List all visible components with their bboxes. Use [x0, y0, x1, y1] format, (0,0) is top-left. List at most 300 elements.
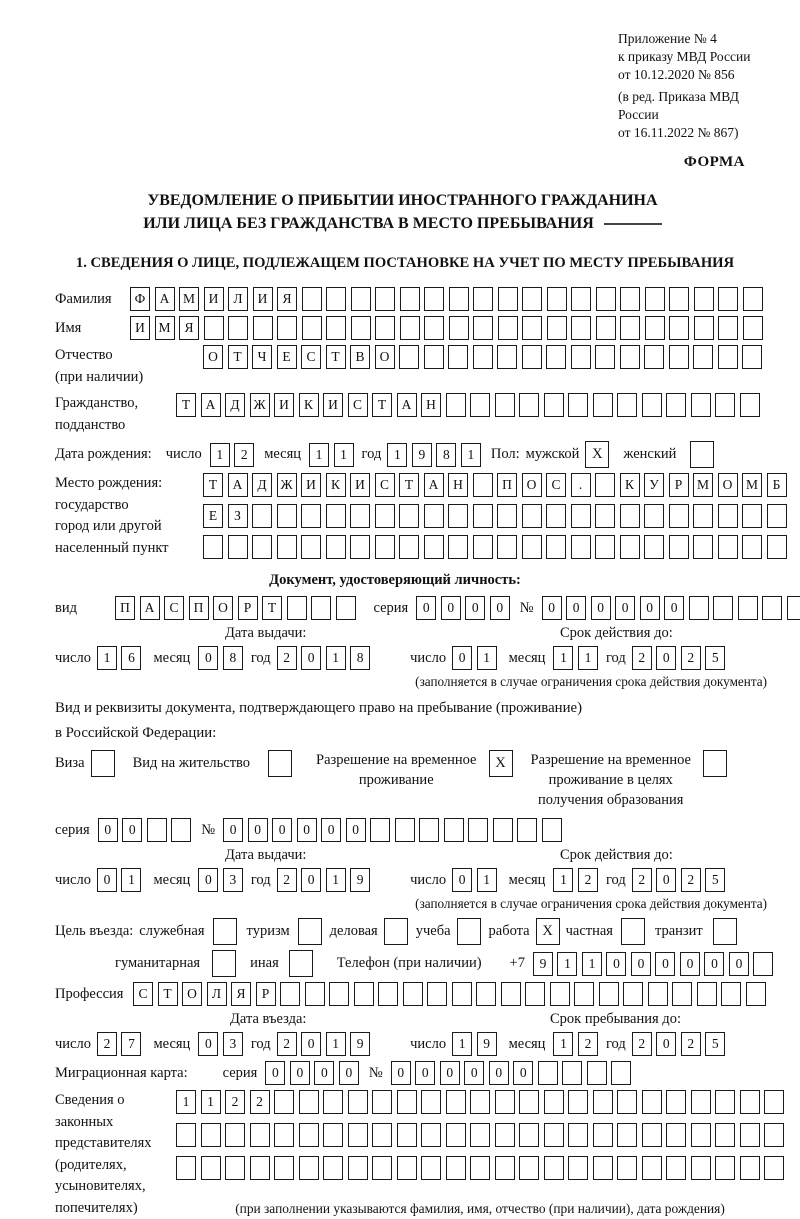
- cell[interactable]: [252, 504, 272, 528]
- cell[interactable]: О: [203, 345, 223, 369]
- cell[interactable]: .: [571, 473, 591, 497]
- cell[interactable]: [452, 982, 472, 1006]
- cell[interactable]: [375, 316, 395, 340]
- cell[interactable]: Я: [179, 316, 199, 340]
- cell[interactable]: [147, 818, 167, 842]
- cell[interactable]: [203, 535, 223, 559]
- profession-cells[interactable]: [133, 982, 766, 1006]
- cell[interactable]: 2: [277, 1032, 297, 1056]
- cell[interactable]: [287, 596, 307, 620]
- cell[interactable]: Я: [277, 287, 297, 311]
- cell[interactable]: 0: [301, 868, 321, 892]
- cell[interactable]: [419, 818, 439, 842]
- cell[interactable]: [449, 287, 469, 311]
- checkbox-purpose-other[interactable]: [289, 950, 313, 977]
- cell[interactable]: [421, 1123, 441, 1147]
- cell[interactable]: 1: [210, 443, 230, 467]
- cell[interactable]: 0: [591, 596, 611, 620]
- cell[interactable]: [228, 316, 248, 340]
- birth-day-cells[interactable]: [210, 443, 255, 467]
- cell[interactable]: [538, 1061, 558, 1085]
- cell[interactable]: [715, 1156, 735, 1180]
- cell[interactable]: [522, 345, 542, 369]
- cell[interactable]: [372, 1156, 392, 1180]
- cell[interactable]: 1: [201, 1090, 221, 1114]
- cell[interactable]: [617, 1123, 637, 1147]
- cell[interactable]: [648, 982, 668, 1006]
- cell[interactable]: [473, 316, 493, 340]
- cell[interactable]: [397, 1156, 417, 1180]
- cell[interactable]: [421, 1156, 441, 1180]
- cell[interactable]: [746, 982, 766, 1006]
- permit-issue-month-cells[interactable]: [198, 868, 243, 892]
- cell[interactable]: [546, 535, 566, 559]
- cell[interactable]: [620, 504, 640, 528]
- permit-expiry-year-cells[interactable]: [632, 868, 726, 892]
- cell[interactable]: [544, 1090, 564, 1114]
- cell[interactable]: 0: [290, 1061, 310, 1085]
- cell[interactable]: 0: [452, 646, 472, 670]
- cell[interactable]: 1: [309, 443, 329, 467]
- cell[interactable]: [176, 1156, 196, 1180]
- cell[interactable]: С: [348, 393, 368, 417]
- cell[interactable]: [299, 1090, 319, 1114]
- cell[interactable]: [498, 316, 518, 340]
- cell[interactable]: 0: [465, 596, 485, 620]
- cell[interactable]: 0: [248, 818, 268, 842]
- cell[interactable]: 0: [664, 596, 684, 620]
- cell[interactable]: [672, 982, 692, 1006]
- cell[interactable]: [497, 535, 517, 559]
- cell[interactable]: 0: [440, 1061, 460, 1085]
- phone-cells[interactable]: [533, 952, 774, 976]
- cell[interactable]: [740, 393, 760, 417]
- cell[interactable]: [620, 535, 640, 559]
- cell[interactable]: 0: [415, 1061, 435, 1085]
- cell[interactable]: [767, 535, 787, 559]
- cell[interactable]: 0: [346, 818, 366, 842]
- cell[interactable]: [336, 596, 356, 620]
- cell[interactable]: 2: [277, 646, 297, 670]
- cell[interactable]: [644, 504, 664, 528]
- checkbox-visa[interactable]: [91, 750, 115, 777]
- cell[interactable]: [522, 535, 542, 559]
- cell[interactable]: И: [204, 287, 224, 311]
- cell[interactable]: [593, 1156, 613, 1180]
- doc-number-cells[interactable]: [542, 596, 800, 620]
- cell[interactable]: [623, 982, 643, 1006]
- cell[interactable]: [715, 1123, 735, 1147]
- cell[interactable]: [470, 1156, 490, 1180]
- cell[interactable]: [323, 1156, 343, 1180]
- cell[interactable]: К: [326, 473, 346, 497]
- cell[interactable]: [448, 504, 468, 528]
- checkbox-female[interactable]: [690, 441, 714, 468]
- cell[interactable]: [694, 287, 714, 311]
- cell[interactable]: [691, 1156, 711, 1180]
- cell[interactable]: [666, 1123, 686, 1147]
- cell[interactable]: [522, 504, 542, 528]
- cell[interactable]: [470, 393, 490, 417]
- cell[interactable]: 0: [656, 868, 676, 892]
- cell[interactable]: 0: [680, 952, 700, 976]
- name-cells[interactable]: [130, 316, 763, 340]
- cell[interactable]: Т: [228, 345, 248, 369]
- cell[interactable]: [424, 287, 444, 311]
- cell[interactable]: 1: [582, 952, 602, 976]
- cell[interactable]: [473, 345, 493, 369]
- cell[interactable]: [449, 316, 469, 340]
- cell[interactable]: И: [301, 473, 321, 497]
- checkbox-purpose-humanitarian[interactable]: [212, 950, 236, 977]
- cell[interactable]: [350, 535, 370, 559]
- cell[interactable]: [568, 1123, 588, 1147]
- cell[interactable]: [568, 1156, 588, 1180]
- cell[interactable]: 2: [632, 1032, 652, 1056]
- cell[interactable]: А: [155, 287, 175, 311]
- cell[interactable]: 1: [326, 1032, 346, 1056]
- cell[interactable]: 2: [277, 868, 297, 892]
- cell[interactable]: 2: [578, 868, 598, 892]
- cell[interactable]: [470, 1090, 490, 1114]
- cell[interactable]: [397, 1090, 417, 1114]
- permit-number-cells[interactable]: [223, 818, 562, 842]
- birth-place-cells-1[interactable]: [203, 473, 787, 497]
- cell[interactable]: 1: [334, 443, 354, 467]
- cell[interactable]: [562, 1061, 582, 1085]
- cell[interactable]: 1: [553, 646, 573, 670]
- cell[interactable]: [501, 982, 521, 1006]
- cell[interactable]: [201, 1156, 221, 1180]
- cell[interactable]: [403, 982, 423, 1006]
- cell[interactable]: [522, 287, 542, 311]
- cell[interactable]: [348, 1156, 368, 1180]
- cell[interactable]: [351, 316, 371, 340]
- cell[interactable]: З: [228, 504, 248, 528]
- cell[interactable]: [473, 535, 493, 559]
- cell[interactable]: [740, 1123, 760, 1147]
- cell[interactable]: [568, 1090, 588, 1114]
- cell[interactable]: 0: [631, 952, 651, 976]
- cell[interactable]: [645, 287, 665, 311]
- cell[interactable]: [495, 1090, 515, 1114]
- cell[interactable]: [718, 345, 738, 369]
- cell[interactable]: [473, 504, 493, 528]
- cell[interactable]: [302, 287, 322, 311]
- cell[interactable]: [204, 316, 224, 340]
- cell[interactable]: 0: [441, 596, 461, 620]
- cell[interactable]: [519, 1156, 539, 1180]
- cell[interactable]: 1: [176, 1090, 196, 1114]
- cell[interactable]: Ж: [277, 473, 297, 497]
- cell[interactable]: [669, 504, 689, 528]
- cell[interactable]: Н: [421, 393, 441, 417]
- cell[interactable]: 0: [416, 596, 436, 620]
- cell[interactable]: [348, 1090, 368, 1114]
- cell[interactable]: Т: [399, 473, 419, 497]
- cell[interactable]: [354, 982, 374, 1006]
- cell[interactable]: 1: [553, 1032, 573, 1056]
- cell[interactable]: Д: [252, 473, 272, 497]
- cell[interactable]: 0: [704, 952, 724, 976]
- cell[interactable]: [372, 1090, 392, 1114]
- cell[interactable]: [740, 1090, 760, 1114]
- cell[interactable]: [743, 316, 763, 340]
- cell[interactable]: 2: [681, 646, 701, 670]
- cell[interactable]: [299, 1123, 319, 1147]
- cell[interactable]: [762, 596, 782, 620]
- cell[interactable]: 1: [477, 646, 497, 670]
- cell[interactable]: О: [182, 982, 202, 1006]
- cell[interactable]: Д: [225, 393, 245, 417]
- cell[interactable]: [326, 287, 346, 311]
- cell[interactable]: А: [397, 393, 417, 417]
- cell[interactable]: [228, 535, 248, 559]
- cell[interactable]: Р: [669, 473, 689, 497]
- cell[interactable]: 1: [97, 646, 117, 670]
- cell[interactable]: 0: [98, 818, 118, 842]
- cell[interactable]: [498, 287, 518, 311]
- birth-year-cells[interactable]: [387, 443, 481, 467]
- cell[interactable]: 1: [121, 868, 141, 892]
- cell[interactable]: И: [323, 393, 343, 417]
- cell[interactable]: [596, 316, 616, 340]
- cell[interactable]: 0: [314, 1061, 334, 1085]
- cell[interactable]: [596, 287, 616, 311]
- cell[interactable]: 0: [729, 952, 749, 976]
- cell[interactable]: [372, 1123, 392, 1147]
- cell[interactable]: [302, 316, 322, 340]
- cell[interactable]: С: [133, 982, 153, 1006]
- cell[interactable]: 0: [452, 868, 472, 892]
- cell[interactable]: [446, 393, 466, 417]
- cell[interactable]: [666, 1090, 686, 1114]
- cell[interactable]: [326, 535, 346, 559]
- cell[interactable]: [547, 316, 567, 340]
- stay-day-cells[interactable]: [452, 1032, 497, 1056]
- cell[interactable]: [517, 818, 537, 842]
- cell[interactable]: [375, 535, 395, 559]
- cell[interactable]: Р: [238, 596, 258, 620]
- cell[interactable]: [715, 393, 735, 417]
- cell[interactable]: Ч: [252, 345, 272, 369]
- cell[interactable]: 0: [122, 818, 142, 842]
- cell[interactable]: [399, 535, 419, 559]
- cell[interactable]: П: [497, 473, 517, 497]
- checkbox-purpose-official[interactable]: [213, 918, 237, 945]
- cell[interactable]: [718, 504, 738, 528]
- cell[interactable]: 3: [223, 1032, 243, 1056]
- cell[interactable]: [250, 1123, 270, 1147]
- cell[interactable]: [495, 1156, 515, 1180]
- cell[interactable]: [448, 535, 468, 559]
- representatives-cells-2[interactable]: [176, 1123, 784, 1147]
- cell[interactable]: [542, 818, 562, 842]
- cell[interactable]: [571, 316, 591, 340]
- cell[interactable]: [642, 1123, 662, 1147]
- cell[interactable]: 8: [350, 646, 370, 670]
- cell[interactable]: К: [299, 393, 319, 417]
- cell[interactable]: [495, 1123, 515, 1147]
- cell[interactable]: 0: [97, 868, 117, 892]
- doc-issue-year-cells[interactable]: [277, 646, 371, 670]
- cell[interactable]: С: [164, 596, 184, 620]
- cell[interactable]: О: [718, 473, 738, 497]
- entry-year-cells[interactable]: [277, 1032, 371, 1056]
- cell[interactable]: 9: [350, 868, 370, 892]
- cell[interactable]: А: [140, 596, 160, 620]
- cell[interactable]: [495, 393, 515, 417]
- cell[interactable]: П: [189, 596, 209, 620]
- cell[interactable]: [274, 1090, 294, 1114]
- cell[interactable]: [571, 504, 591, 528]
- doc-issue-day-cells[interactable]: [97, 646, 142, 670]
- cell[interactable]: [620, 316, 640, 340]
- cell[interactable]: [519, 1123, 539, 1147]
- cell[interactable]: [599, 982, 619, 1006]
- cell[interactable]: 0: [490, 596, 510, 620]
- cell[interactable]: [544, 393, 564, 417]
- cell[interactable]: 5: [705, 646, 725, 670]
- cell[interactable]: [201, 1123, 221, 1147]
- cell[interactable]: [645, 316, 665, 340]
- cell[interactable]: [644, 535, 664, 559]
- doc-type-cells[interactable]: [115, 596, 356, 620]
- cell[interactable]: 2: [97, 1032, 117, 1056]
- cell[interactable]: [395, 818, 415, 842]
- cell[interactable]: А: [228, 473, 248, 497]
- cell[interactable]: [595, 345, 615, 369]
- cell[interactable]: 9: [533, 952, 553, 976]
- cell[interactable]: [301, 504, 321, 528]
- cell[interactable]: [571, 345, 591, 369]
- cell[interactable]: 0: [198, 868, 218, 892]
- cell[interactable]: И: [350, 473, 370, 497]
- cell[interactable]: [620, 345, 640, 369]
- cell[interactable]: [666, 1156, 686, 1180]
- cell[interactable]: В: [350, 345, 370, 369]
- cell[interactable]: [375, 504, 395, 528]
- cell[interactable]: [470, 1123, 490, 1147]
- cell[interactable]: [547, 287, 567, 311]
- checkbox-residence-permit[interactable]: [268, 750, 292, 777]
- cell[interactable]: [323, 1090, 343, 1114]
- cell[interactable]: [400, 287, 420, 311]
- cell[interactable]: [424, 345, 444, 369]
- cell[interactable]: [311, 596, 331, 620]
- cell[interactable]: 2: [225, 1090, 245, 1114]
- cell[interactable]: И: [253, 287, 273, 311]
- cell[interactable]: [493, 818, 513, 842]
- cell[interactable]: [644, 345, 664, 369]
- cell[interactable]: [617, 1090, 637, 1114]
- cell[interactable]: К: [620, 473, 640, 497]
- cell[interactable]: [764, 1123, 784, 1147]
- cell[interactable]: 2: [681, 1032, 701, 1056]
- cell[interactable]: [740, 1156, 760, 1180]
- cell[interactable]: Т: [326, 345, 346, 369]
- cell[interactable]: Я: [231, 982, 251, 1006]
- cell[interactable]: [642, 393, 662, 417]
- cell[interactable]: [348, 1123, 368, 1147]
- cell[interactable]: 0: [265, 1061, 285, 1085]
- cell[interactable]: [617, 393, 637, 417]
- cell[interactable]: [715, 1090, 735, 1114]
- cell[interactable]: [571, 287, 591, 311]
- permit-expiry-day-cells[interactable]: [452, 868, 497, 892]
- cell[interactable]: Ф: [130, 287, 150, 311]
- cell[interactable]: [497, 345, 517, 369]
- checkbox-purpose-private[interactable]: [621, 918, 645, 945]
- cell[interactable]: [764, 1156, 784, 1180]
- cell[interactable]: [666, 393, 686, 417]
- cell[interactable]: 0: [391, 1061, 411, 1085]
- cell[interactable]: [274, 1123, 294, 1147]
- cell[interactable]: 0: [489, 1061, 509, 1085]
- cell[interactable]: М: [179, 287, 199, 311]
- cell[interactable]: [669, 287, 689, 311]
- cell[interactable]: [277, 316, 297, 340]
- cell[interactable]: [277, 535, 297, 559]
- cell[interactable]: 0: [301, 1032, 321, 1056]
- cell[interactable]: 1: [452, 1032, 472, 1056]
- cell[interactable]: [595, 473, 615, 497]
- cell[interactable]: Е: [277, 345, 297, 369]
- cell[interactable]: [225, 1156, 245, 1180]
- cell[interactable]: [473, 287, 493, 311]
- cell[interactable]: [617, 1156, 637, 1180]
- cell[interactable]: [593, 393, 613, 417]
- cell[interactable]: [642, 1156, 662, 1180]
- cell[interactable]: [611, 1061, 631, 1085]
- cell[interactable]: 1: [553, 868, 573, 892]
- checkbox-purpose-study[interactable]: [457, 918, 481, 945]
- cell[interactable]: 0: [272, 818, 292, 842]
- cell[interactable]: 7: [121, 1032, 141, 1056]
- checkbox-purpose-tourism[interactable]: [298, 918, 322, 945]
- cell[interactable]: [424, 535, 444, 559]
- cell[interactable]: [350, 504, 370, 528]
- representatives-cells-1[interactable]: [176, 1090, 784, 1114]
- cell[interactable]: [587, 1061, 607, 1085]
- cell[interactable]: 8: [223, 646, 243, 670]
- surname-cells[interactable]: [130, 287, 763, 311]
- cell[interactable]: [738, 596, 758, 620]
- birth-month-cells[interactable]: [309, 443, 354, 467]
- cell[interactable]: [787, 596, 800, 620]
- cell[interactable]: С: [546, 473, 566, 497]
- permit-expiry-month-cells[interactable]: [553, 868, 598, 892]
- cell[interactable]: 9: [477, 1032, 497, 1056]
- cell[interactable]: [299, 1156, 319, 1180]
- cell[interactable]: [326, 316, 346, 340]
- cell[interactable]: Л: [228, 287, 248, 311]
- cell[interactable]: [546, 504, 566, 528]
- checkbox-purpose-transit[interactable]: [713, 918, 737, 945]
- cell[interactable]: [253, 316, 273, 340]
- cell[interactable]: [571, 535, 591, 559]
- checkbox-temp-residence-education[interactable]: [703, 750, 727, 777]
- permit-issue-day-cells[interactable]: [97, 868, 142, 892]
- cell[interactable]: [329, 982, 349, 1006]
- cell[interactable]: [448, 345, 468, 369]
- cell[interactable]: [693, 504, 713, 528]
- cell[interactable]: [301, 535, 321, 559]
- patronymic-cells[interactable]: [203, 345, 762, 369]
- cell[interactable]: 2: [234, 443, 254, 467]
- cell[interactable]: 0: [339, 1061, 359, 1085]
- cell[interactable]: О: [522, 473, 542, 497]
